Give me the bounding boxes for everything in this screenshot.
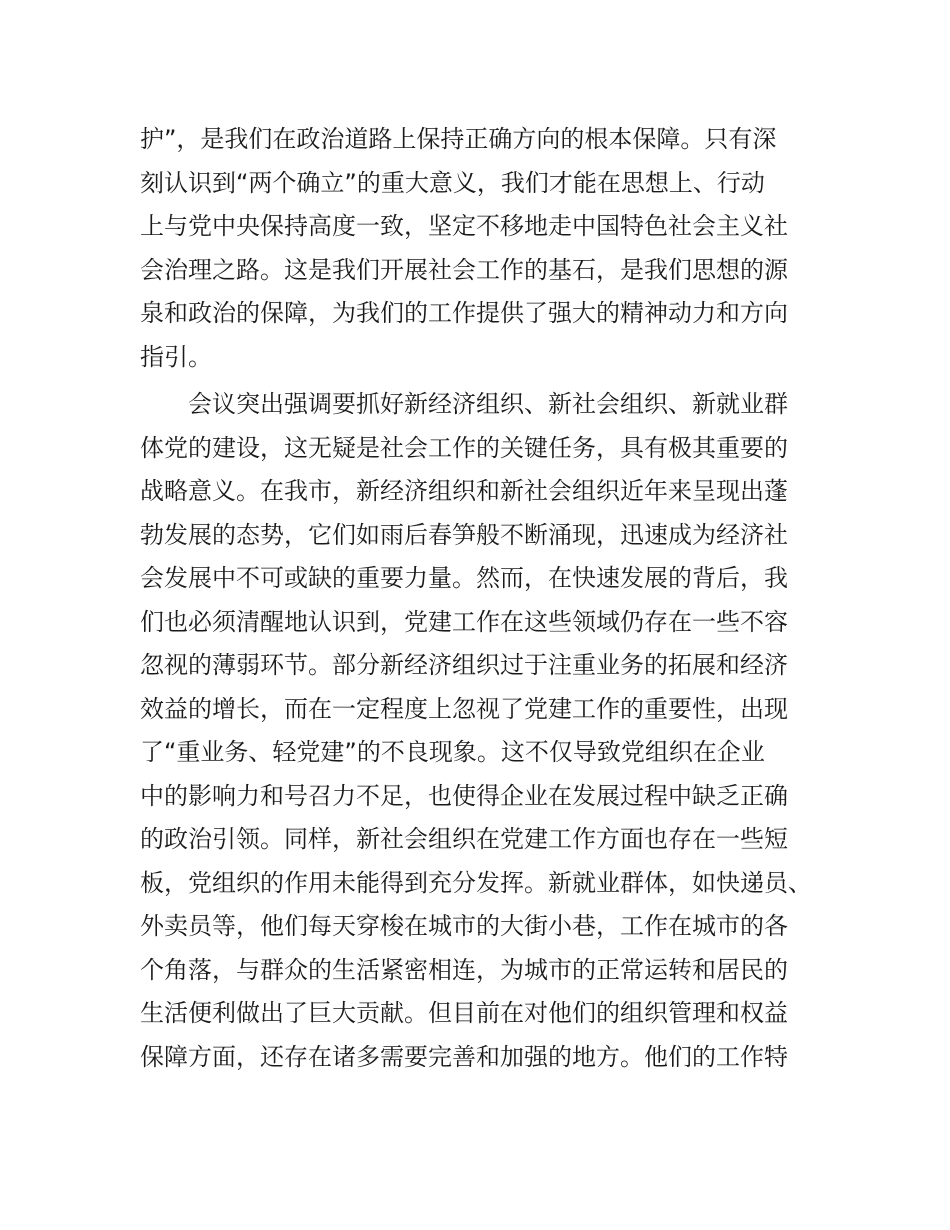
text-line: 了“重业务、轻党建”的不良现象。这不仅导致党组织在企业 <box>140 738 765 766</box>
text-line: 指引。 <box>140 342 212 371</box>
text-line: 生活便利做出了巨大贡献。但目前在对他们的组织管理和权益 <box>140 999 788 1027</box>
text-line: 体党的建设，这无疑是社会工作的关键任务，具有极其重要的 <box>140 433 788 462</box>
text-line: 上与党中央保持高度一致，坚定不移地走中国特色社会主义社 <box>140 212 788 240</box>
text-line: 们也必须清醒地认识到，党建工作在这些领域仍存在一些不容 <box>140 607 788 636</box>
text-line: 勃发展的态势，它们如雨后春笋般不断涌现，迅速成为经济社 <box>140 520 788 549</box>
text-line: 外卖员等，他们每天穿梭在城市的大街小巷，工作在城市的各 <box>140 912 788 940</box>
text-line: 中的影响力和号召力不足，也使得企业在发展过程中缺乏正确 <box>140 781 788 810</box>
text-line: 会议突出强调要抓好新经济组织、新社会组织、新就业群 <box>188 390 788 418</box>
text-line: 刻认识到“两个确立”的重大意义，我们才能在思想上、行动 <box>140 168 765 197</box>
text-line: 保障方面，还存在诸多需要完善和加强的地方。他们的工作特 <box>140 1042 788 1071</box>
text-line: 忽视的薄弱环节。部分新经济组织过于注重业务的拓展和经济 <box>140 651 788 679</box>
paragraph-1 <box>140 118 820 379</box>
text-line: 战略意义。在我市，新经济组织和新社会组织近年来呈现出蓬 <box>140 477 788 505</box>
text-line: 个角落，与群众的生活紧密相连，为城市的正常运转和居民的 <box>140 955 788 984</box>
text-line: 会治理之路。这是我们开展社会工作的基石，是我们思想的源 <box>140 255 788 284</box>
text-line: 板，党组织的作用未能得到充分发挥。新就业群体，如快递员、 <box>140 868 812 897</box>
text-line: 的政治引领。同样，新社会组织在党建工作方面也存在一些短 <box>140 825 788 853</box>
text-line: 护”，是我们在政治道路上保持正确方向的根本保障。只有深 <box>140 125 777 153</box>
document-body <box>140 118 820 1079</box>
text-line: 泉和政治的保障，为我们的工作提供了强大的精神动力和方向 <box>140 299 788 327</box>
text-line: 效益的增长，而在一定程度上忽视了党建工作的重要性，出现 <box>140 694 788 723</box>
paragraph-2 <box>140 383 820 1079</box>
text-line: 会发展中不可或缺的重要力量。然而，在快速发展的背后，我 <box>140 564 788 592</box>
